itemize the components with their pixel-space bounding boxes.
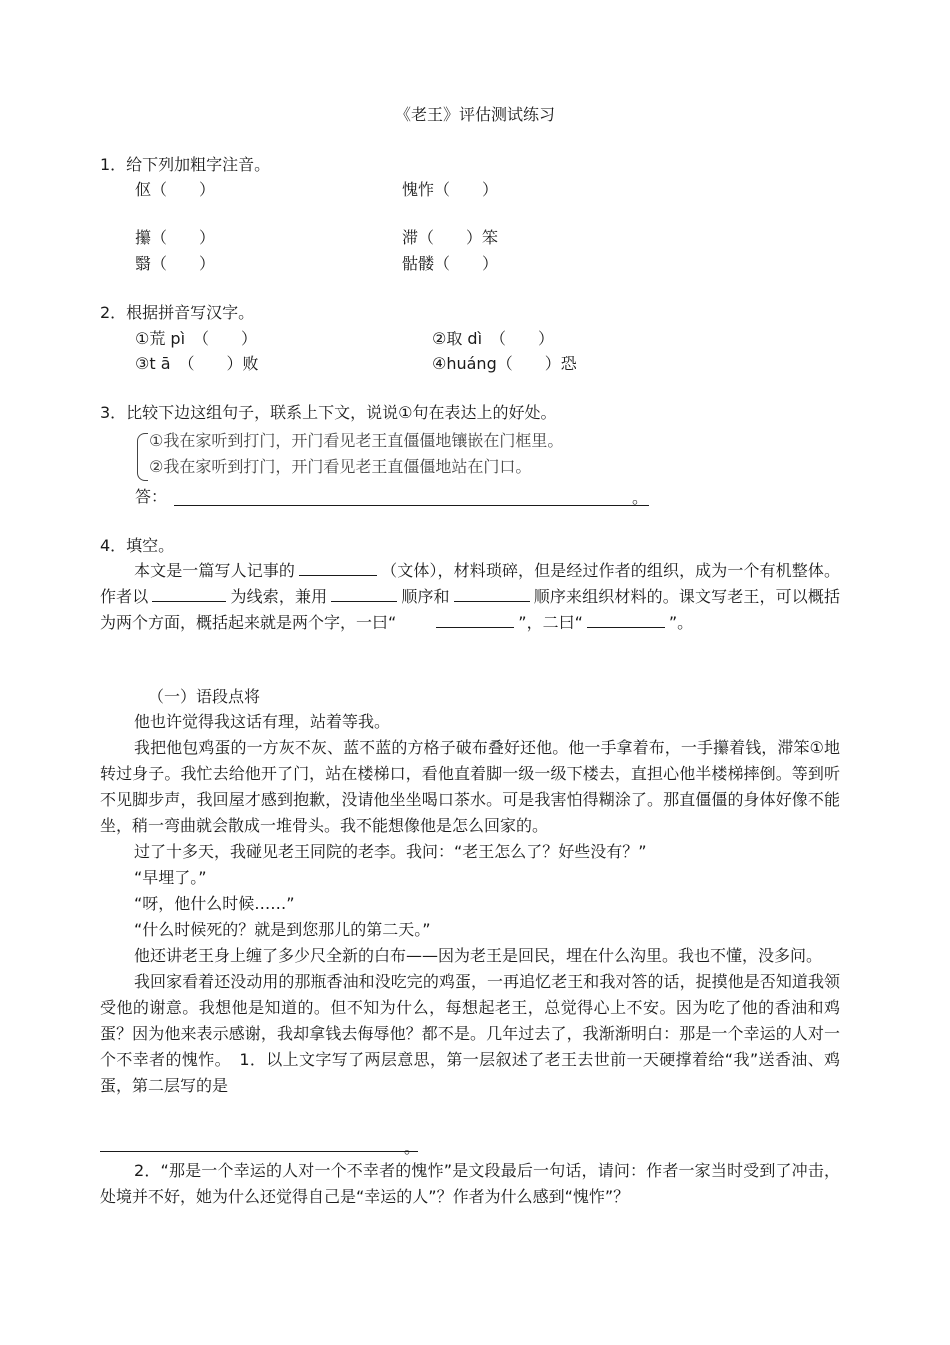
page-title: 《老王》评估测试练习 (394, 105, 555, 124)
passage-paragraph: 我把他包鸡蛋的一方灰不灰、蓝不蓝的方格子破布叠好还他。他一手拿着布，一手攥着钱，滞笨①地转过身子。我忙去给他开了门，站在楼梯口，看他直着脚一级一级下楼去，直担心他半楼梯摔倒。等到听不见脚步声，我回屋才感到抱歉，没请他坐坐喝口茶水。可是我害怕得糊涂了。那直僵僵的身体好像不能坐，稍一弯曲就会散成一堆骨头。我不能想像他是怎么回家的。 (100, 738, 840, 835)
reading-passage (100, 709, 840, 1099)
fill-blank[interactable] (587, 613, 665, 628)
q4-text: 顺序和 (401, 587, 450, 606)
fill-blank[interactable] (436, 613, 514, 628)
q1-item: 翳（ ） (135, 254, 216, 273)
q1-item: 伛（ ） (135, 180, 216, 199)
fill-blank[interactable] (299, 561, 377, 576)
q1-item: 滞（ ）笨 (402, 228, 499, 247)
q2-item: ④huáng（ ）恐 (432, 354, 577, 373)
q3-heading: 3．比较下边这组句子，联系上下文，说说①句在表达上的好处。 (100, 403, 557, 422)
section-question-2: 2．“那是一个幸运的人对一个不幸者的愧怍”是文段最后一句话，请问：作者一家当时受到了冲击，处境并不好，她为什么还觉得自己是“幸运的人”？作者为什么感到“愧怍”？ (100, 1161, 840, 1206)
passage-paragraph: 过了十多天，我碰见老王同院的老李。我问：“老王怎么了？好些没有？” (134, 842, 647, 861)
passage-paragraph: “什么时候死的？就是到您那儿的第二天。” (134, 920, 431, 939)
q4-text: ”。 (668, 613, 694, 632)
q3-sentence-1: ①我在家听到打门，开门看见老王直僵僵地镶嵌在门框里。 (149, 431, 564, 450)
answer-end-mark: 。 (404, 1138, 421, 1157)
answer-label: 答： (135, 487, 168, 506)
answer-line[interactable] (174, 505, 649, 506)
q4-text: 本文是一篇写人记事的 (134, 561, 296, 580)
q2-item: ①荒 pì （ ） (135, 329, 258, 348)
q2-heading: 2．根据拼音写汉字。 (100, 303, 255, 322)
section-heading: （一）语段点将 (148, 687, 261, 706)
passage-paragraph: 我回家看着还没动用的那瓶香油和没吃完的鸡蛋，一再追忆老王和我对答的话，捉摸他是否知道我领受他的谢意。我想他是知道的。但不知为什么，每想起老王，总觉得心上不安。因为吃了他的香油和鸡蛋？因为他来表示感谢，我却拿钱去侮辱他？都不是。几年过去了，我渐渐明白：那是一个幸运的人对一个不幸者的愧怍。 1．以上文字写了两层意思，第一层叙述了老王去世前一天硬撑着给“我”送香油、鸡蛋，第二层写的是 (100, 972, 840, 1095)
fill-blank[interactable] (152, 587, 226, 602)
q4-text: （文体），材料琐碎，但是经过作者的组织，成为一个有机整体。作者以 (100, 561, 840, 606)
passage-paragraph: “早埋了。” (134, 868, 207, 887)
q4-text: 顺序来组织材料的。课文写老王，可以概括为两个方面，概括起来就是两个字，一曰“ (100, 587, 840, 632)
q1-item: 攥（ ） (135, 228, 216, 247)
q4-heading: 4．填空。 (100, 536, 175, 555)
q2-item: ③t ā （ ）败 (135, 354, 259, 373)
q1-item: 骷髅（ ） (402, 254, 499, 273)
q4-text: 为线索，兼用 (230, 587, 328, 606)
fill-blank[interactable] (454, 587, 530, 602)
q4-text: ”，二曰“ (518, 613, 583, 632)
passage-paragraph: 他也许觉得我这话有理，站着等我。 (134, 712, 391, 731)
q1-heading: 1．给下列加粗字注音。 (100, 155, 271, 174)
q3-sentence-2: ②我在家听到打门，开门看见老王直僵僵地站在门口。 (149, 457, 532, 476)
sentence-brace (137, 433, 148, 481)
q4-paragraph (100, 558, 840, 636)
answer-end-mark: 。 (632, 488, 649, 507)
passage-paragraph: “呀，他什么时候……” (134, 894, 295, 913)
q1-item: 愧怍（ ） (402, 180, 499, 199)
answer-line[interactable] (100, 1151, 418, 1152)
passage-paragraph: 他还讲老王身上缠了多少尺全新的白布——因为老王是回民，埋在什么沟里。我也不懂，没多问。 (134, 946, 823, 965)
fill-blank[interactable] (331, 587, 397, 602)
q2-item: ②取 dì （ ） (432, 329, 555, 348)
